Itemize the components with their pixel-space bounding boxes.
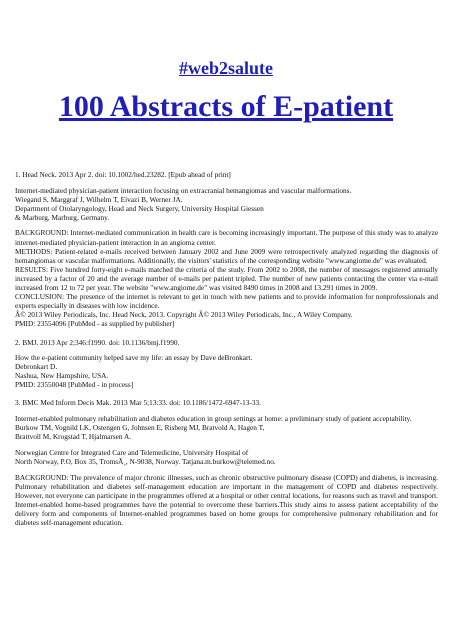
entry-3-header <box>15 414 438 441</box>
entry-2-title: How the e-patient community helped save my life: an essay by Dave deBronkart. <box>15 353 253 363</box>
entry-1-background: BACKGROUND: Internet-mediated communication in health care is becoming increasingly important. The purpose of this study was to analyze internet-mediated physician-patient interaction in an angioma center. <box>15 228 438 247</box>
entry-1-header <box>15 186 438 222</box>
entry-1-title: Internet-mediated physician-patient interaction focusing on extracranial hemangiomas and vascular malformations. <box>15 185 352 195</box>
entry-2-affiliation: Nashua, New Hampshire, USA. <box>15 371 109 381</box>
hashtag-heading: #web2salute <box>179 58 273 78</box>
entry-1-affiliation-1: Department of Otolaryngology, Head and Neck Surgery, University Hospital Giessen <box>15 203 264 213</box>
entry-1-citation: 1. Head Neck. 2013 Apr 2. doi: 10.1002/hed.23282. [Epub ahead of print] <box>15 170 231 179</box>
entry-2-citation: 2. BMJ. 2013 Apr 2;346:f1990. doi: 10.1136/bmj.f1990. <box>15 337 180 347</box>
entry-3-affiliation <box>15 448 438 466</box>
entry-3-authors-2: Brattvoll M, Krogstad T, Hjalmarsen A. <box>15 432 132 442</box>
entry-1-abstract <box>15 228 438 328</box>
entry-3-title: Internet-enabled pulmonary rehabilitation and diabetes education in group settings at home: a preliminary study of patient acceptability. <box>15 414 412 424</box>
entry-2-authors: Debronkart D. <box>15 362 58 372</box>
entry-1-copyright: Â© 2013 Wiley Periodicals, Inc. Head Neck, 2013. Copyright Â© 2013 Wiley Periodicals, Inc., A Wiley Company. <box>15 310 353 320</box>
abstracts-body <box>15 170 438 534</box>
entry-3-authors-1: Burkow TM, Vognild LK, Ostengen G, Johnsen E, Risberg MJ, Bratvold A, Hagen T, <box>15 423 265 433</box>
entry-1-pmid: PMID: 23554096 [PubMed - as supplied by publisher] <box>15 319 175 329</box>
entry-1-methods: METHODS: Patient-related e-mails received between January 2002 and June 2009 were retrospectively analyzed regarding the diagnosis of hemangiomas or vascular malformations. Additionally, the visitors' statistics of the corresponding website "www.angiome.de" was evaluated. <box>15 246 438 265</box>
entry-1-authors: Wiegand S, Marggraf J, Wilhelm T, Eivazi B, Werner JA. <box>15 194 183 204</box>
entry-3-background: BACKGROUND: The prevalence of major chronic illnesses, such as chronic obstructive pulmonary disease (COPD) and diabetes, is increasing. Pulmonary rehabilitation and diabetes self-management education are important in the management of COPD and diabetes respectively. However, not everyone can participate in the programmes offered at a hospital or other central locations, for reasons such as travel and transport. Internet-enabled home-based programmes have the potential to overcome these barriers.This study aims to assess patient acceptability of the delivery form and components of Internet-enabled programmes based on home groups for comprehensive pulmonary rehabilitation and for diabetes self-management education. <box>15 472 438 527</box>
entry-3-citation: 3. BMC Med Inform Decis Mak. 2013 Mar 5;13:33. doi: 10.1186/1472-6947-13-33. <box>15 398 261 408</box>
entry-3-affiliation-2: North Norway, P.O, Box 35, TromsÃ¸, N-9038, Norway. Tatjana.m.burkow@telemed.no. <box>15 456 276 466</box>
entry-1-affiliation-2: & Marburg, Marburg, Germany. <box>15 212 110 222</box>
entry-1-conclusion: CONCLUSION: The presence of the internet is relevant to get in touch with new patients and to provide information for nonprofessionals and experts especially in diseases with low incidence. <box>15 292 438 311</box>
entry-3-affiliation-1: Norwegian Centre for Integrated Care and Telemedicine, University Hospital of <box>15 447 249 457</box>
document-title: 100 Abstracts of E-patient <box>58 90 394 123</box>
entry-1-results: RESULTS: Five hundred forty-eight e-mails matched the criteria of the study. From 2002 to 2008, the number of messages registered annually increased by a factor of 20 and the average number of e-mails per patient tripled. The number of new patients contacting the center via e-mail increased from 12 to 72 per year. The website "www.angiome.de" was visited 8490 times in 2008 and 13,291 times in 2009. <box>15 264 438 293</box>
entry-2-pmid: PMID: 23550048 [PubMed - in process] <box>15 380 134 390</box>
entry-2-header <box>15 353 438 389</box>
